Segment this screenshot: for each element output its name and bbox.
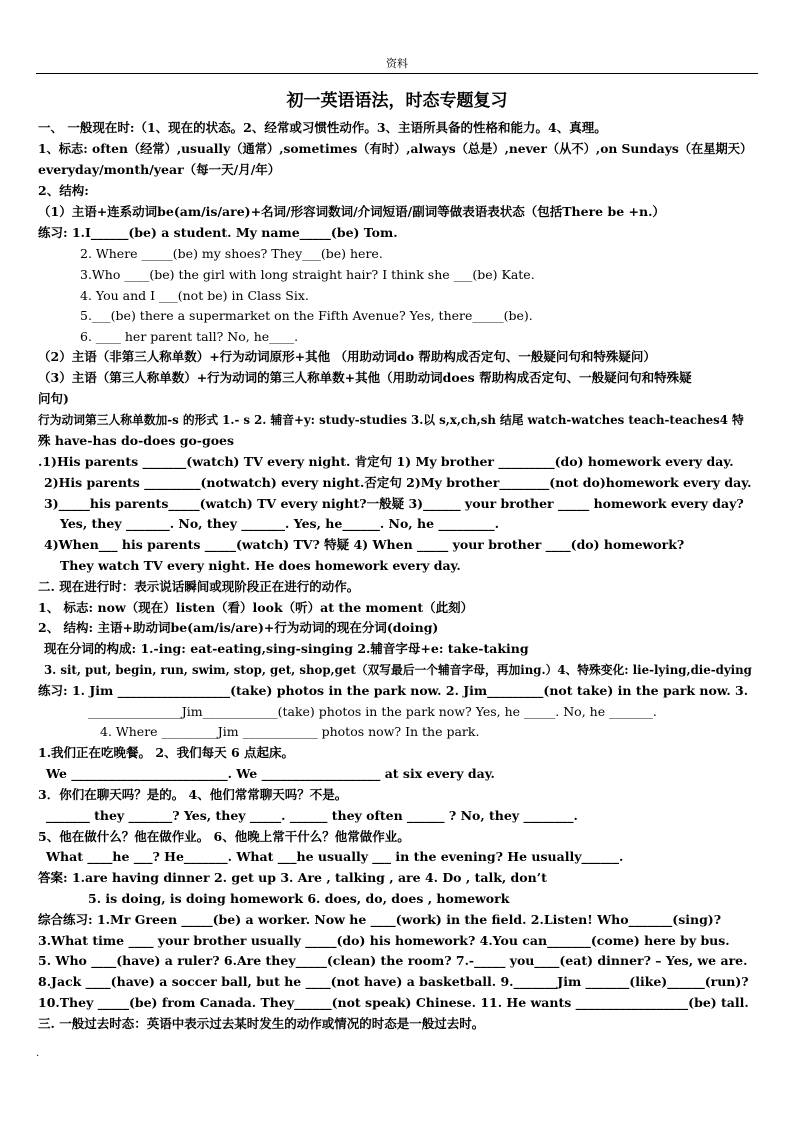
text-line: 3.What time ____ your brother usually _____(do) his homework? 4.You can_______(come) here by bus.	[38, 933, 730, 948]
text-line: They watch TV every night. He does homework every day.	[60, 558, 461, 573]
text-line: 答案: 1.are having dinner 2. get up 3. Are , talking , are 4. Do , talk, don’t	[38, 870, 547, 885]
text-line: 4. Where _________Jim ____________ photos now? In the park.	[100, 724, 480, 739]
text-line: 二. 现在进行时：表示说话瞬间或现阶段正在进行的动作。	[38, 579, 360, 594]
text-line: 现在分词的构成: 1.-ing: eat-eating,sing-singing 2.辅音字母+e: take-taking	[44, 641, 529, 656]
text-line: 4. You and I ___(not be) in Class Six.	[80, 288, 309, 303]
header-divider	[36, 73, 758, 74]
text-line: 5.___(be) there a supermarket on the Fifth Avenue? Yes, there_____(be).	[80, 308, 533, 323]
text-line: （2）主语（非第三人称单数）+行为动词原形+其他 （用助动词do 帮助构成否定句、一般疑问句和特殊疑问）	[38, 349, 656, 364]
text-line: 问句)	[38, 391, 69, 406]
text-line: What ____he ___? He_______. What ___he usually ___ in the evening? He usually______.	[46, 849, 624, 864]
text-line: 殊 have-has do-does go-goes	[38, 433, 235, 448]
text-line: 6. ____ her parent tall? No, he____.	[80, 329, 299, 344]
text-line: 练习: 1.I______(be) a student. My name_____(be) Tom.	[38, 225, 398, 240]
text-line: _______ they _______? Yes, they _____. ______ they often ______ ? No, they ________.	[46, 808, 578, 823]
text-line: （1）主语+连系动词be(am/is/are)+名词/形容词数词/介词短语/副词等做表语表状态（包括There be +n.）	[38, 204, 665, 219]
page-header: 资料	[386, 57, 408, 70]
text-line: We _________________________. We ___________________ at six every day.	[46, 766, 495, 781]
footer-mark: .	[36, 1048, 40, 1059]
text-line: _______________Jim____________(take) photos in the park now? Yes, he _____. No, he _______.	[88, 704, 657, 719]
text-line: 2. Where _____(be) my shoes? They___(be) here.	[80, 246, 383, 261]
text-line: 1、标志: often（经常）,usually（通常）,sometimes（有时）,always（总是）,never（从不）,on Sundays（在星期天）	[38, 141, 753, 156]
text-line: 综合练习: 1.Mr Green _____(be) a worker. Now he ____(work) in the field. 2.Listen! Who_______(sing)?	[38, 912, 722, 927]
text-line: 2)His parents _________(notwatch) every night.否定句 2)My brother________(not do)homework every day.	[44, 475, 752, 490]
text-line: 5、他在做什么？他在做作业。 6、他晚上常干什么？他常做作业。	[38, 829, 410, 844]
text-line: 5. Who ____(have) a ruler? 6.Are they_____(clean) the room? 7.-_____ you____(eat) dinner? – Yes, we are.	[38, 953, 748, 968]
text-line: 3. sit, put, begin, run, swim, stop, get, shop,get（双写最后一个辅音字母，再加ing.）4、特殊变化: lie-lying,die-dying	[44, 663, 752, 677]
text-line: everyday/month/year（每一天/月/年）	[38, 162, 281, 177]
text-line: 5. is doing, is doing homework 6. does, do, does , homework	[88, 891, 510, 906]
text-line: 一、 一般现在时:（1、现在的状态。2、经常或习惯性动作。3、主语所具备的性格和能力。4、真理。	[38, 120, 607, 135]
text-line: 1.我们正在吃晚餐。 2、我们每天 6 点起床。	[38, 745, 295, 760]
text-line: 2、结构:	[38, 183, 89, 198]
text-line: （3）主语（第三人称单数）+行为动词的第三人称单数+其他（用助动词does 帮助构成否定句、一般疑问句和特殊疑	[38, 370, 692, 385]
text-line: 3.Who ____(be) the girl with long straight hair? I think she ___(be) Kate.	[80, 267, 535, 282]
text-line: 练习: 1. Jim __________________(take) photos in the park now. 2. Jim_________(not take) in the park now. 3.	[38, 683, 749, 698]
text-line: 1、 标志: now（现在）listen（看）look（听）at the moment（此刻）	[38, 600, 474, 615]
text-line: 2、 结构: 主语+助动词be(am/is/are)+行为动词的现在分词(doing)	[38, 620, 439, 635]
text-line: 3)_____his parents_____(watch) TV every night?一般疑 3)______ your brother _____ homework every day?	[44, 496, 744, 511]
text-line: 8.Jack ____(have) a soccer ball, but he ____(not have) a basketball. 9._______Jim _______(like)______(run)?	[38, 974, 749, 989]
text-line: 10.They _____(be) from Canada. They______(not speak) Chinese. 11. He wants __________________(be) tall.	[38, 995, 749, 1010]
text-line: 行为动词第三人称单数加-s 的形式 1.- s 2. 辅音+y: study-studies 3.以 s,x,ch,sh 结尾 watch-watches teach-teaches4 特	[38, 413, 744, 427]
text-line: .1)His parents _______(watch) TV every night. 肯定句 1) My brother _________(do) homework every day.	[38, 454, 734, 469]
text-line: 4)When___ his parents _____(watch) TV? 特疑 4) When _____ your brother ____(do) homework?	[44, 537, 685, 552]
document-title: 初一英语语法，时态专题复习	[286, 91, 508, 111]
text-line: 三. 一般过去时态：英语中表示过去某时发生的动作或情况的时态是一般过去时。	[38, 1016, 485, 1031]
text-line: Yes, they _______. No, they _______. Yes, he______. No, he _________.	[60, 516, 500, 531]
text-line: 3．你们在聊天吗？是的。 4、他们常常聊天吗？不是。	[38, 787, 348, 802]
